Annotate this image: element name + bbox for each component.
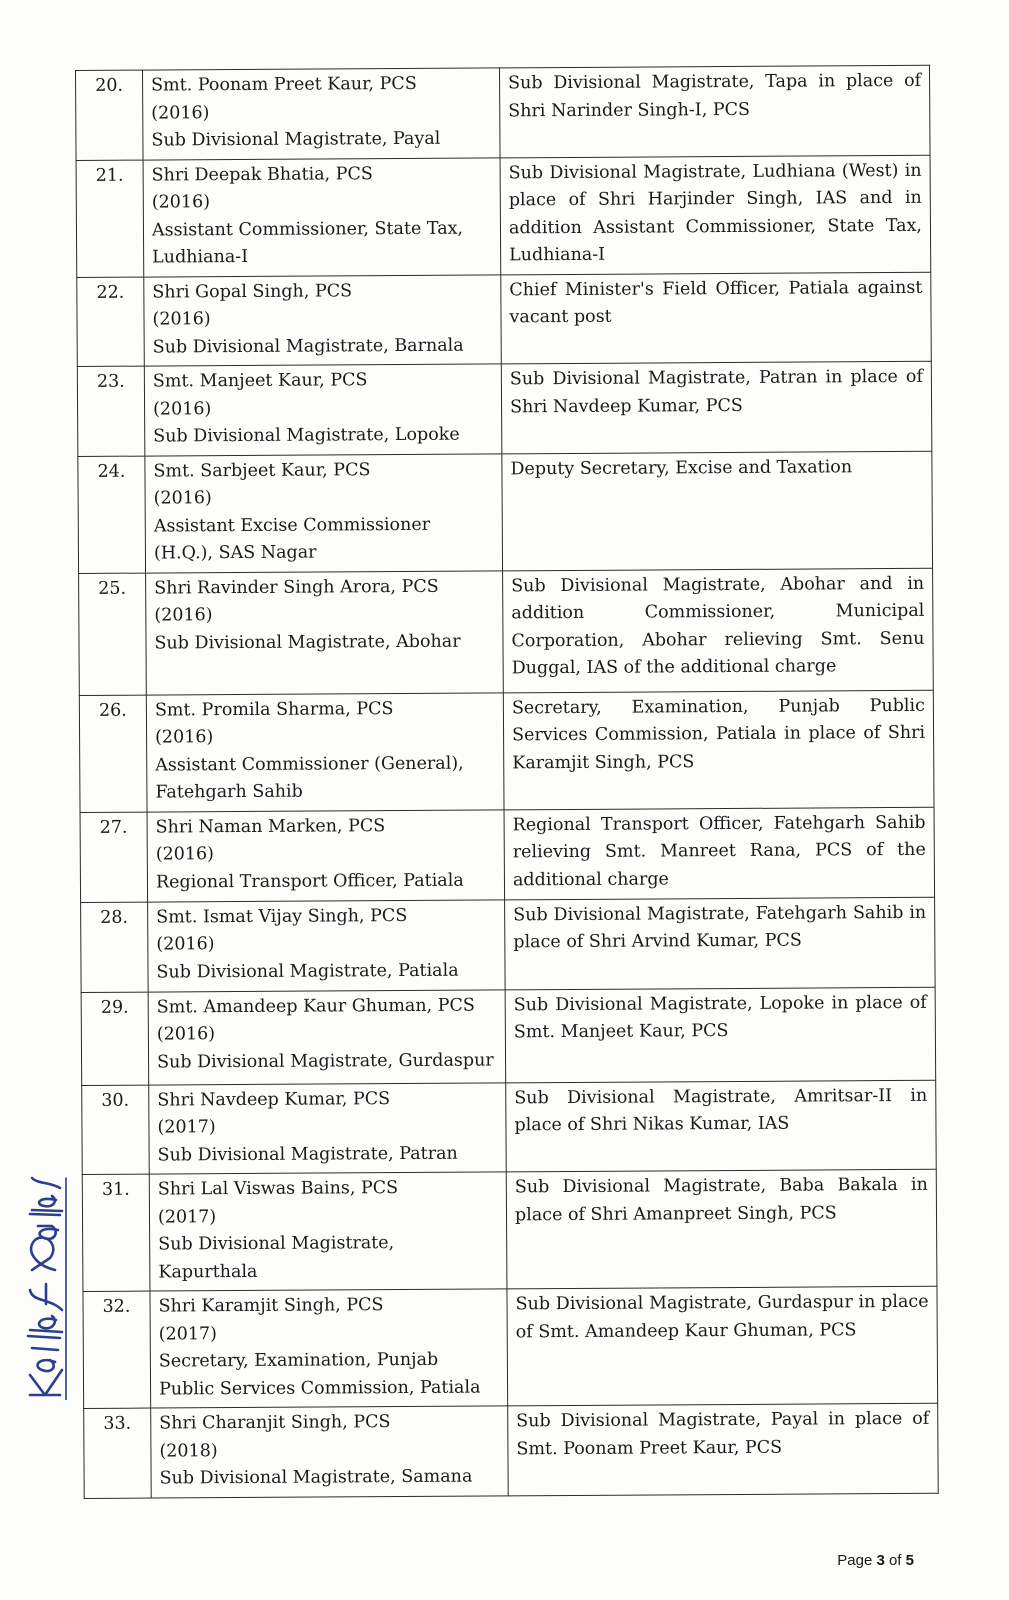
batch-year: (2016): [153, 488, 212, 509]
officer-name: Smt. Poonam Preet Kaur, PCS: [151, 73, 417, 96]
current-posting: Assistant Excise Commissioner (H.Q.), SAS Nagar: [153, 514, 431, 564]
table-row: [81, 897, 936, 992]
current-posting: Sub Divisional Magistrate, Samana: [159, 1466, 473, 1489]
table-row: [82, 1169, 937, 1291]
total-pages: 5: [905, 1552, 914, 1569]
table-row: [80, 807, 935, 902]
serial-number: 23.: [77, 366, 145, 456]
batch-year: (2016): [153, 398, 212, 420]
officer-cell: [144, 364, 502, 456]
current-posting: Sub Divisional Magistrate, Abohar: [154, 631, 461, 654]
officer-cell: [148, 899, 506, 991]
new-posting: Sub Divisional Magistrate, Patran in place of Shri Navdeep Kumar, PCS: [501, 361, 932, 453]
new-posting: Sub Divisional Magistrate, Ludhiana (West) in place of Shri Harjinder Singh, IAS and in addition Assistant Commissioner, State Tax, Ludhiana-I: [500, 155, 931, 275]
table-row: [76, 65, 931, 160]
new-posting: Regional Transport Officer, Fatehgarh Sahib relieving Smt. Manreet Rana, PCS of the additional charge: [504, 807, 935, 900]
new-posting: Sub Divisional Magistrate, Gurdaspur in place of Smt. Amandeep Kaur Ghuman, PCS: [507, 1286, 938, 1406]
batch-year: (2017): [157, 1206, 217, 1228]
officer-cell: [151, 1406, 509, 1498]
batch-year: (2017): [157, 1117, 216, 1138]
officer-name: Smt. Ismat Vijay Singh, PCS: [156, 905, 408, 928]
officer-cell: [149, 1172, 507, 1291]
current-posting: Assistant Commissioner (General), Fatehgarh Sahib: [155, 753, 464, 803]
serial-number: 25.: [79, 573, 147, 695]
current-posting: Sub Divisional Magistrate, Lopoke: [153, 424, 460, 447]
serial-number: 20.: [76, 70, 144, 160]
serial-number: 30.: [82, 1085, 150, 1175]
current-posting: Sub Divisional Magistrate, Patran: [157, 1143, 458, 1166]
current-posting: Secretary, Examination, Punjab Public Services Commission, Patiala: [158, 1349, 481, 1400]
current-posting: Sub Divisional Magistrate, Barnala: [152, 335, 464, 358]
officer-name: Shri Lal Viswas Bains, PCS: [157, 1178, 399, 1200]
batch-year: (2016): [156, 1024, 216, 1045]
officer-cell: [149, 1082, 507, 1174]
officer-name: Smt. Amandeep Kaur Ghuman, PCS: [156, 995, 475, 1018]
serial-number: 21.: [76, 160, 144, 277]
officer-name: Smt. Manjeet Kaur, PCS: [152, 370, 368, 392]
serial-number: 22.: [77, 277, 145, 367]
table-row: [77, 361, 932, 456]
batch-year: (2017): [158, 1323, 217, 1345]
current-posting: Assistant Commissioner, State Tax, Ludhiana-I: [151, 218, 464, 268]
page-sep: of: [884, 1552, 906, 1569]
serial-number: 33.: [84, 1408, 152, 1498]
new-posting: Sub Divisional Magistrate, Abohar and in addition Commissioner, Municipal Corporation, Abohar relieving Smt. Senu Duggal, IAS of the additional charge: [503, 568, 934, 693]
table-row: [83, 1286, 938, 1408]
table-row: [79, 568, 934, 695]
batch-year: (2016): [155, 727, 214, 748]
officer-name: Shri Charanjit Singh, PCS: [159, 1412, 391, 1434]
table-body: [76, 65, 939, 1498]
table-row: [81, 987, 936, 1085]
batch-year: (2016): [151, 192, 211, 213]
new-posting: Secretary, Examination, Punjab Public Services Commission, Patiala in place of Shri Karamjit Singh, PCS: [503, 690, 934, 810]
table-row: [79, 690, 934, 812]
new-posting: Deputy Secretary, Excise and Taxation: [502, 451, 933, 571]
serial-number: 24.: [78, 456, 146, 573]
batch-year: (2016): [154, 605, 213, 626]
officer-name: Smt. Promila Sharma, PCS: [154, 698, 394, 721]
new-posting: Sub Divisional Magistrate, Lopoke in place of Smt. Manjeet Kaur, PCS: [505, 987, 936, 1083]
new-posting: Sub Divisional Magistrate, Payal in place of Smt. Poonam Preet Kaur, PCS: [508, 1403, 939, 1495]
officer-name: Shri Gopal Singh, PCS: [152, 280, 353, 303]
new-posting: Sub Divisional Magistrate, Baba Bakala in place of Shri Amanpreet Singh, PCS: [506, 1169, 937, 1289]
officer-name: Shri Ravinder Singh Arora, PCS: [154, 576, 439, 599]
table-row: [82, 1080, 937, 1175]
transfer-orders-table: [75, 65, 939, 1499]
batch-year: (2016): [155, 844, 215, 865]
table-row: [76, 155, 931, 277]
serial-number: 27.: [80, 812, 148, 902]
current-page: 3: [876, 1552, 885, 1569]
officer-cell: [146, 692, 504, 811]
batch-year: (2016): [152, 309, 211, 330]
table-row: [77, 272, 932, 367]
current-posting: Sub Divisional Magistrate, Kapurthala: [158, 1233, 395, 1283]
table-row: [78, 451, 933, 573]
page-label: Page: [837, 1552, 877, 1569]
new-posting: Sub Divisional Magistrate, Tapa in place of Shri Narinder Singh-I, PCS: [499, 65, 930, 157]
officer-cell: [143, 157, 501, 276]
officer-cell: [146, 570, 504, 694]
officer-name: Smt. Sarbjeet Kaur, PCS: [153, 459, 371, 482]
serial-number: 29.: [81, 992, 149, 1085]
batch-year: (2018): [159, 1440, 218, 1462]
officer-name: Shri Navdeep Kumar, PCS: [157, 1088, 391, 1111]
officer-name: Shri Naman Marken, PCS: [155, 815, 386, 838]
current-posting: Sub Divisional Magistrate, Gurdaspur: [157, 1049, 494, 1073]
officer-cell: [144, 274, 502, 366]
officer-name: Shri Karamjit Singh, PCS: [158, 1295, 384, 1317]
page-number-footer: [837, 1552, 914, 1569]
new-posting: Sub Divisional Magistrate, Amritsar-II in place of Shri Nikas Kumar, IAS: [506, 1080, 937, 1172]
batch-year: (2016): [156, 934, 215, 955]
officer-name: Shri Deepak Bhatia, PCS: [151, 163, 373, 186]
serial-number: 28.: [81, 902, 149, 992]
serial-number: 26.: [79, 695, 147, 812]
new-posting: Chief Minister's Field Officer, Patiala against vacant post: [501, 272, 932, 364]
officer-cell: [143, 68, 501, 160]
table-row: [84, 1403, 939, 1498]
officer-cell: [150, 1289, 508, 1408]
signature-image: [10, 1170, 70, 1400]
officer-cell: [147, 809, 505, 901]
current-posting: Sub Divisional Magistrate, Payal: [151, 128, 441, 151]
current-posting: Regional Transport Officer, Patiala: [155, 870, 464, 893]
new-posting: Sub Divisional Magistrate, Fatehgarh Sahib in place of Shri Arvind Kumar, PCS: [505, 897, 936, 990]
serial-number: 32.: [83, 1291, 151, 1408]
officer-cell: [148, 989, 506, 1084]
current-posting: Sub Divisional Magistrate, Patiala: [156, 960, 459, 983]
batch-year: (2016): [151, 102, 210, 124]
officer-cell: [145, 453, 503, 572]
serial-number: 31.: [82, 1174, 150, 1291]
